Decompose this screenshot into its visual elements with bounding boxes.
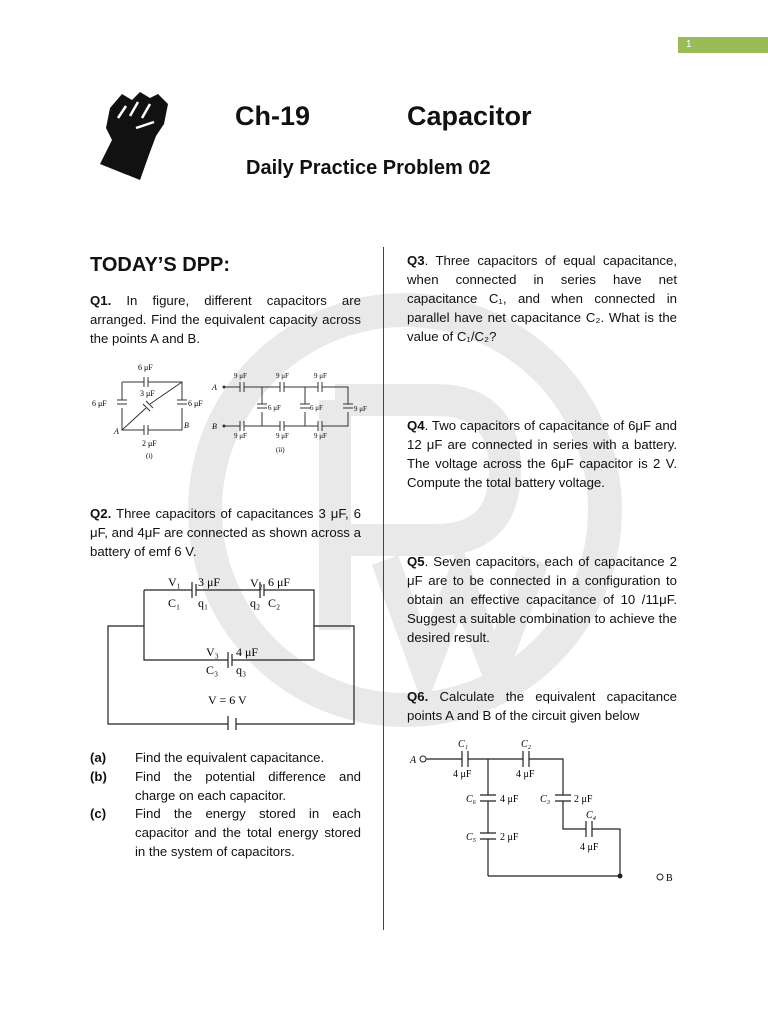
fig-ii-label-bot3: 9 μF [314,432,327,440]
q2-v2-label: V₂ [250,576,263,590]
q2-part-b-text: Find the potential difference and charge on each capacitor. [135,769,361,803]
q6-c1-value: 4 μF [453,769,472,780]
q6-c2-value: 4 μF [516,769,535,780]
fig-ii-label-top1: 9 μF [234,372,247,380]
q6-c5-value: 2 μF [500,832,519,843]
q2-circuit-figure [104,570,359,730]
q2-q2-label: q₂ [250,596,261,610]
question-1-label: Q1. [90,293,112,308]
section-title: TODAY’S DPP: [90,254,231,276]
fig-ii-label-bot1: 9 μF [234,432,247,440]
q6-c4-label: C₄ [586,810,597,821]
fig-ii-caption: (ii) [276,446,285,454]
q6-c4-value: 4 μF [580,842,599,853]
question-3 [407,251,677,346]
question-1-text: In figure, different capacitors are arranged. Find the equivalent capacity across the points A and B. [90,293,361,346]
q2-part-b-label: (b) [90,769,107,784]
question-5 [407,552,677,647]
q2-part-b [90,767,361,805]
chapter-topic: Capacitor [407,101,532,131]
fig-i-top-label: 6 μF [138,363,153,372]
q6-c6-value: 4 μF [500,794,519,805]
fig-ii-label-top2: 9 μF [276,372,289,380]
fig-ii-point-a: A [212,383,217,392]
q2-q1-label: q₁ [198,596,209,610]
fig-i-bottom-label: 2 μF [142,439,157,448]
q2-c3-value: 4 μF [236,645,259,659]
question-4-text: . Two capacitors of capacitance of 6μF and 12 μF are connected in series with a battery. The voltage across the 6μF capacitor is 2 V. Compute the total battery voltage. [407,418,677,490]
question-1 [90,291,361,348]
fig-ii-label-mid1: 6 μF [268,404,281,412]
q6-c1-label: C₁ [458,739,469,750]
q1-figure-ii [210,368,370,458]
fig-i-right-label: 6 μF [188,399,203,408]
page-number: 1 [678,37,768,53]
q2-v3-label: V₃ [206,645,219,659]
question-5-label: Q5 [407,554,425,569]
question-2-label: Q2. [90,506,112,521]
fig-ii-point-b: B [212,422,217,431]
q6-circuit-figure [408,736,683,886]
page-subtitle: Daily Practice Problem 02 [246,157,491,179]
fig-i-diag-label: 3 μF [140,389,155,398]
question-6 [407,687,677,725]
question-4-label: Q4 [407,418,425,433]
q2-battery-label: V = 6 V [208,693,247,707]
q2-part-a-label: (a) [90,750,107,765]
q6-point-b: B [666,873,673,884]
question-4 [407,416,677,492]
column-divider [383,247,384,930]
question-6-text: Calculate the equivalent capacitance points A and B of the circuit given below [407,689,677,723]
question-3-label: Q3 [407,253,425,268]
q2-part-a-text: Find the equivalent capacitance. [135,750,325,765]
question-5-text: . Seven capacitors, each of capacitance 2 μF are to be connected in a configuration to obtain an effective capacitance of 10 /11μF. Suggest a suitable combination to achieve the desired result. [407,554,677,645]
q2-c1-label: C₁ [168,596,181,610]
fig-ii-label-mid3: 9 μF [354,405,367,413]
fig-ii-label-mid2: 6 μF [310,404,323,412]
q2-q3-label: q₃ [236,663,247,677]
q2-part-a [90,748,361,767]
q2-v1-label: V₁ [168,575,181,589]
q2-c3-label: C₃ [206,663,219,677]
q1-figure-i [90,360,220,460]
q6-c6-label: C₆ [466,794,477,805]
fig-i-caption: (i) [146,452,153,460]
question-2-text: Three capacitors of capacitances 3 μF, 6 μF, and 4μF are connected as shown across a battery of emf 6 V. [90,506,361,559]
q2-c2-label: C₂ [268,596,281,610]
q2-part-c-label: (c) [90,806,107,821]
fig-i-left-label: 6 μF [92,399,107,408]
q6-c2-label: C₂ [521,739,532,750]
question-3-text: . Three capacitors of equal capacitance, when connected in series have net capacitance C₁, and when connected in parallel have net capacitance C₂. What is the value of C₁/C₂? [407,253,677,344]
question-6-label: Q6. [407,689,429,704]
fig-i-point-b: B [184,421,189,430]
fig-ii-label-bot2: 9 μF [276,432,289,440]
fig-ii-label-top3: 9 μF [314,372,327,380]
q2-part-c-text: Find the energy stored in each capacitor and the total energy stored in the system of capacitors. [135,806,361,859]
q6-c5-label: C₅ [466,832,477,843]
q6-c3-value: 2 μF [574,794,593,805]
q2-c2-value: 6 μF [268,575,291,589]
q2-part-c [90,804,361,861]
raised-fist-logo [96,88,172,180]
question-2 [90,504,361,561]
q6-point-a: A [410,755,417,766]
chapter-number: Ch-19 [235,101,311,131]
q2-c1-value: 3 μF [198,575,221,589]
fig-i-point-a: A [114,427,119,436]
q6-c3-label: C₃ [540,794,551,805]
